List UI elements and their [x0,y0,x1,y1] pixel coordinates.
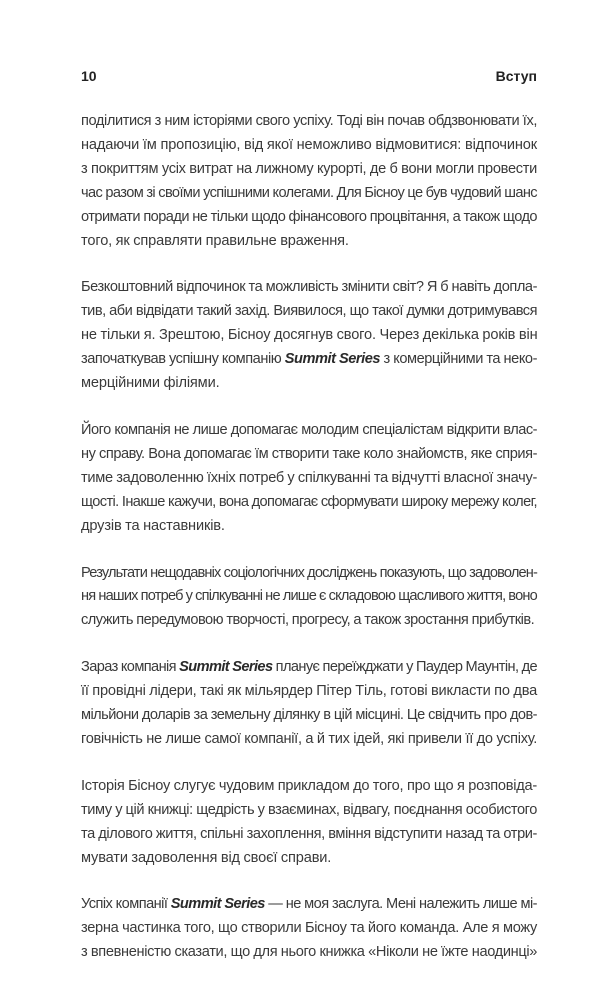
text-line [81,491,537,515]
text-segment: надаючи їм пропозицію, від якої неможливо відмовитися: відпочинок [81,136,537,153]
text-line [81,917,537,941]
text-segment: тив, аби відвідати такий захід. Виявилося, що такої думки дотримувався [81,303,537,320]
text-segment: — не моя заслуга. Мені належить лише мі- [264,896,537,913]
company-name-emphasis: Summit Series [179,659,273,676]
text-line [81,893,537,917]
text-line [81,823,537,847]
text-segment: друзів та наставників. [81,517,225,534]
text-segment: тиму у цій книжці: щедрість у взаєминах, відвагу, поєднання особистого [81,801,537,818]
text-segment: Безкоштовний відпочинок та можливість змінити світ? Я б навіть допла- [81,279,537,296]
paragraph [81,775,537,871]
text-line [81,206,537,230]
paragraph [81,656,537,752]
paragraph [81,276,537,396]
text-line [81,775,537,799]
text-line [81,158,537,182]
paragraph [81,562,537,634]
text-segment: ня наших потреб у спілкуванні не лише є складовою щасливого життя, воно [81,588,537,605]
text-segment: не тільки я. Зрештою, Бісноу досягнув свого. Через декілька років він [81,327,538,344]
text-line [81,134,537,158]
text-segment: мувати задоволення від своєї справи. [81,849,332,866]
section-title: Вступ [495,68,537,84]
text-segment: щості. Інакше кажучи, вона допомагає сформувати широку мережу колег, [81,493,537,510]
text-line [81,182,537,206]
text-line [81,276,537,300]
text-segment: Успіх компанії [81,896,171,913]
text-line [81,799,537,823]
text-line [81,609,537,633]
text-segment: Зараз компанія [81,659,180,676]
text-line [81,110,537,134]
text-line [81,515,537,539]
text-segment: того, як справляти правильне враження. [81,232,349,249]
text-segment: отримати поради не тільки щодо фінансового процвітання, а також щодо [81,208,537,225]
text-segment: та ділового життя, спільні захоплення, вміння відступити назад та отри- [81,825,537,842]
text-line [81,467,537,491]
text-line [81,728,537,752]
text-line [81,941,537,965]
text-segment: планує переїжджати у Паудер Маунтін, де [272,659,537,676]
page-number: 10 [81,68,97,84]
body-text [81,110,537,988]
text-line [81,680,537,704]
text-segment: говічність не лише самої компанії, а й тих ідей, які привели її до успіху. [81,730,537,747]
text-segment: започаткував успішну компанію [81,351,285,368]
text-segment: поділитися з ним історіями свого успіху. Тоді він почав обдзвонювати їх, [81,113,537,129]
text-segment: зерна частинка того, що створили Бісноу та його команда. Але я можу [81,920,537,937]
text-segment: Результати нещодавніх соціологічних досліджень показують, що задоволен- [81,564,537,581]
text-line [81,847,537,871]
text-line [81,704,537,728]
text-segment: Його компанія не лише допомагає молодим спеціалістам відкрити влас- [81,421,537,438]
text-segment: з покриттям усіх витрат на лижному курорті, де б вони могли провести [81,160,537,177]
company-name-emphasis: Summit Series [170,896,265,913]
text-line [81,585,537,609]
text-line [81,348,537,372]
text-segment: з впевненістю сказати, що для нього книжка «Ніколи не їжте наодинці» [81,944,537,961]
text-line [81,419,537,443]
paragraph [81,110,537,253]
text-line [81,300,537,324]
paragraph [81,419,537,539]
text-segment: Історія Бісноу слугує чудовим прикладом до того, про що я розповіда- [81,777,537,794]
text-line [81,443,537,467]
text-line [81,656,537,680]
text-segment: мерційними філіями. [81,375,220,392]
text-line [81,562,537,586]
paragraph [81,893,537,965]
text-segment: час разом зі своїми успішними колегами. Для Бісноу це був чудовий шанс [81,184,537,201]
text-segment: служить передумовою творчості, прогресу, а також зростання прибутків. [81,612,535,629]
text-segment: її провідні лідери, такі як мільярдер Пітер Тіль, готові викласти по два [81,683,537,700]
text-segment: ну справу. Вона допомагає їм створити таке коло знайомств, яке сприя- [81,445,537,462]
running-head [81,68,537,86]
text-segment: з комерційними та неко- [380,351,537,368]
text-line [81,230,537,254]
company-name-emphasis: Summit Series [284,351,381,368]
text-line [81,324,537,348]
text-segment: мільйони доларів за земельну ділянку в цій місцині. Це свідчить про дов- [81,707,537,724]
text-segment: тиме задоволенню їхніх потреб у спілкуванні та відчутті власної значу- [81,469,537,486]
text-line [81,372,537,396]
